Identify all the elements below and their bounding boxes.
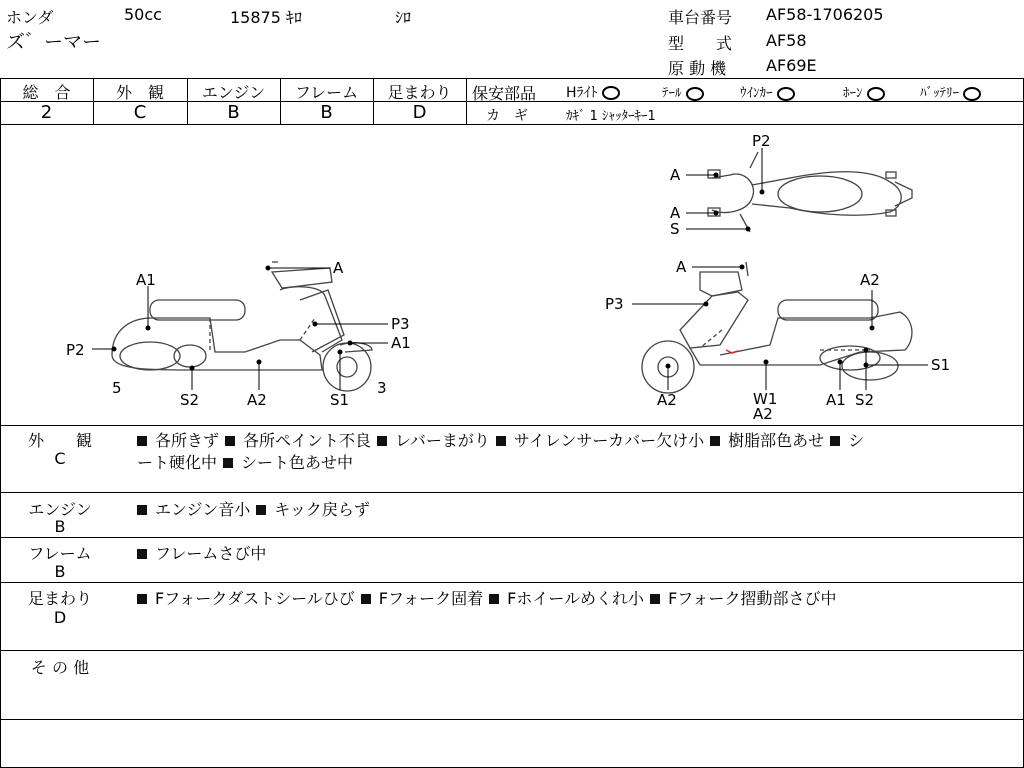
frame-no-label: 車台番号 [668,8,733,27]
label-right-A2c: A2 [753,405,773,423]
safety-winker: ｳｲﾝｶｰ [740,82,795,101]
label-top-P2: P2 [752,132,771,150]
label-left-5: 5 [112,379,122,397]
bullet-square-icon [256,505,266,515]
displacement: 50cc [124,5,162,24]
label-right-A: A [676,258,687,276]
mileage: 15875 ｷﾛ [230,8,302,27]
bullet-square-icon [496,436,506,446]
label-left-S2: S2 [180,391,200,409]
notes-exterior-line2: ート硬化中 シート色あせ中 [137,453,354,472]
label-right-A2: A2 [860,271,880,289]
grade-engine-value: B [227,102,240,123]
color: ｼﾛ [395,8,412,27]
notes-engine-grade: B [54,517,66,536]
ok-circle-icon [686,87,704,101]
scooter-diagram [0,124,1024,426]
safety-horn: ﾎｰﾝ [843,82,885,101]
bullet-square-icon [137,505,147,515]
grade-overall-label: 総 合 [22,83,71,102]
bullet-square-icon [377,436,387,446]
ok-circle-icon [777,87,795,101]
notes-suspension-line1: Fフォークダストシールひび Fフォーク固着 Fホイールめくれ小 Fフォーク摺動部さび中 [137,586,836,609]
label-left-P3: P3 [391,315,410,333]
label-left-S1: S1 [330,391,350,409]
grade-frame-label: フレーム [294,83,359,102]
notes-suspension-grade: D [53,608,67,627]
label-right-S2: S2 [855,391,875,409]
label-top-A1: A [670,166,681,184]
notes-exterior-grade: C [54,449,66,468]
notes-frame-grade: B [54,562,66,581]
label-right-P3: P3 [605,295,624,313]
key-label: カ ギ [486,108,528,124]
bullet-square-icon [137,594,147,604]
model-name: ズ゛ーマー [6,31,102,53]
ok-circle-icon [963,87,981,101]
label-right-W1: W1 [753,390,778,408]
ok-circle-icon [867,87,885,101]
key-value: ｶｷﾞ 1 ｼｬｯﾀｰｷｰ1 [566,109,656,124]
ok-circle-icon [602,86,620,100]
grade-frame-value: B [320,102,333,123]
frame-no: AF58-1706205 [766,5,884,24]
notes-frame-label: フレーム [28,544,92,563]
maker: ホンダ [6,8,54,27]
type-label: 型 式 [668,34,733,53]
bullet-square-icon [137,436,147,446]
label-left-P2: P2 [66,341,85,359]
notes-engine-line1: エンジン音小 キック戻らず [137,497,370,520]
grade-exterior-value: C [133,102,147,123]
safety-taillight: ﾃｰﾙ [662,82,704,101]
label-right-S1: S1 [931,356,951,374]
notes-other-label: そ の 他 [30,658,90,677]
bullet-square-icon [225,436,235,446]
grade-suspension-value: D [412,102,427,123]
damage-mark [726,350,738,353]
notes-exterior-line1: 各所きず 各所ペイント不良 レバーまがり サイレンサーカバー欠け小 樹脂部色あせ シ [137,428,864,451]
grade-overall-value: 2 [40,102,53,123]
label-left-A2: A2 [247,391,267,409]
notes-suspension-label: 足まわり [27,589,92,608]
label-right-A1: A1 [826,391,846,409]
safety-headlight: Hﾗｲﾄ [566,82,620,102]
label-top-A2: A [670,204,681,222]
label-right-A2b: A2 [657,391,677,409]
label-left-3: 3 [377,379,387,397]
notes-frame-line1: フレームさび中 [137,541,266,564]
grade-exterior-label: 外 観 [115,83,164,102]
bullet-square-icon [361,594,371,604]
type-value: AF58 [766,31,807,50]
label-left-A1: A1 [136,271,156,289]
label-top-S: S [670,220,680,238]
safety-battery: ﾊﾞｯﾃﾘｰ [920,82,981,101]
notes-exterior-label: 外 観 [27,431,92,450]
bullet-square-icon [223,458,233,468]
engine-label: 原 動 機 [668,59,727,78]
label-left-A1b: A1 [391,334,411,352]
grade-engine-label: エンジン [201,83,266,102]
bullet-square-icon [650,594,660,604]
scooter-top-view [708,152,912,232]
engine-value: AF69E [766,56,817,75]
bullet-square-icon [137,549,147,559]
bullet-square-icon [830,436,840,446]
safety-label: 保安部品 [472,84,537,103]
notes-engine-label: エンジン [28,500,92,519]
bullet-square-icon [489,594,499,604]
grade-suspension-label: 足まわり [387,83,452,102]
label-left-A: A [333,259,344,277]
bullet-square-icon [710,436,720,446]
